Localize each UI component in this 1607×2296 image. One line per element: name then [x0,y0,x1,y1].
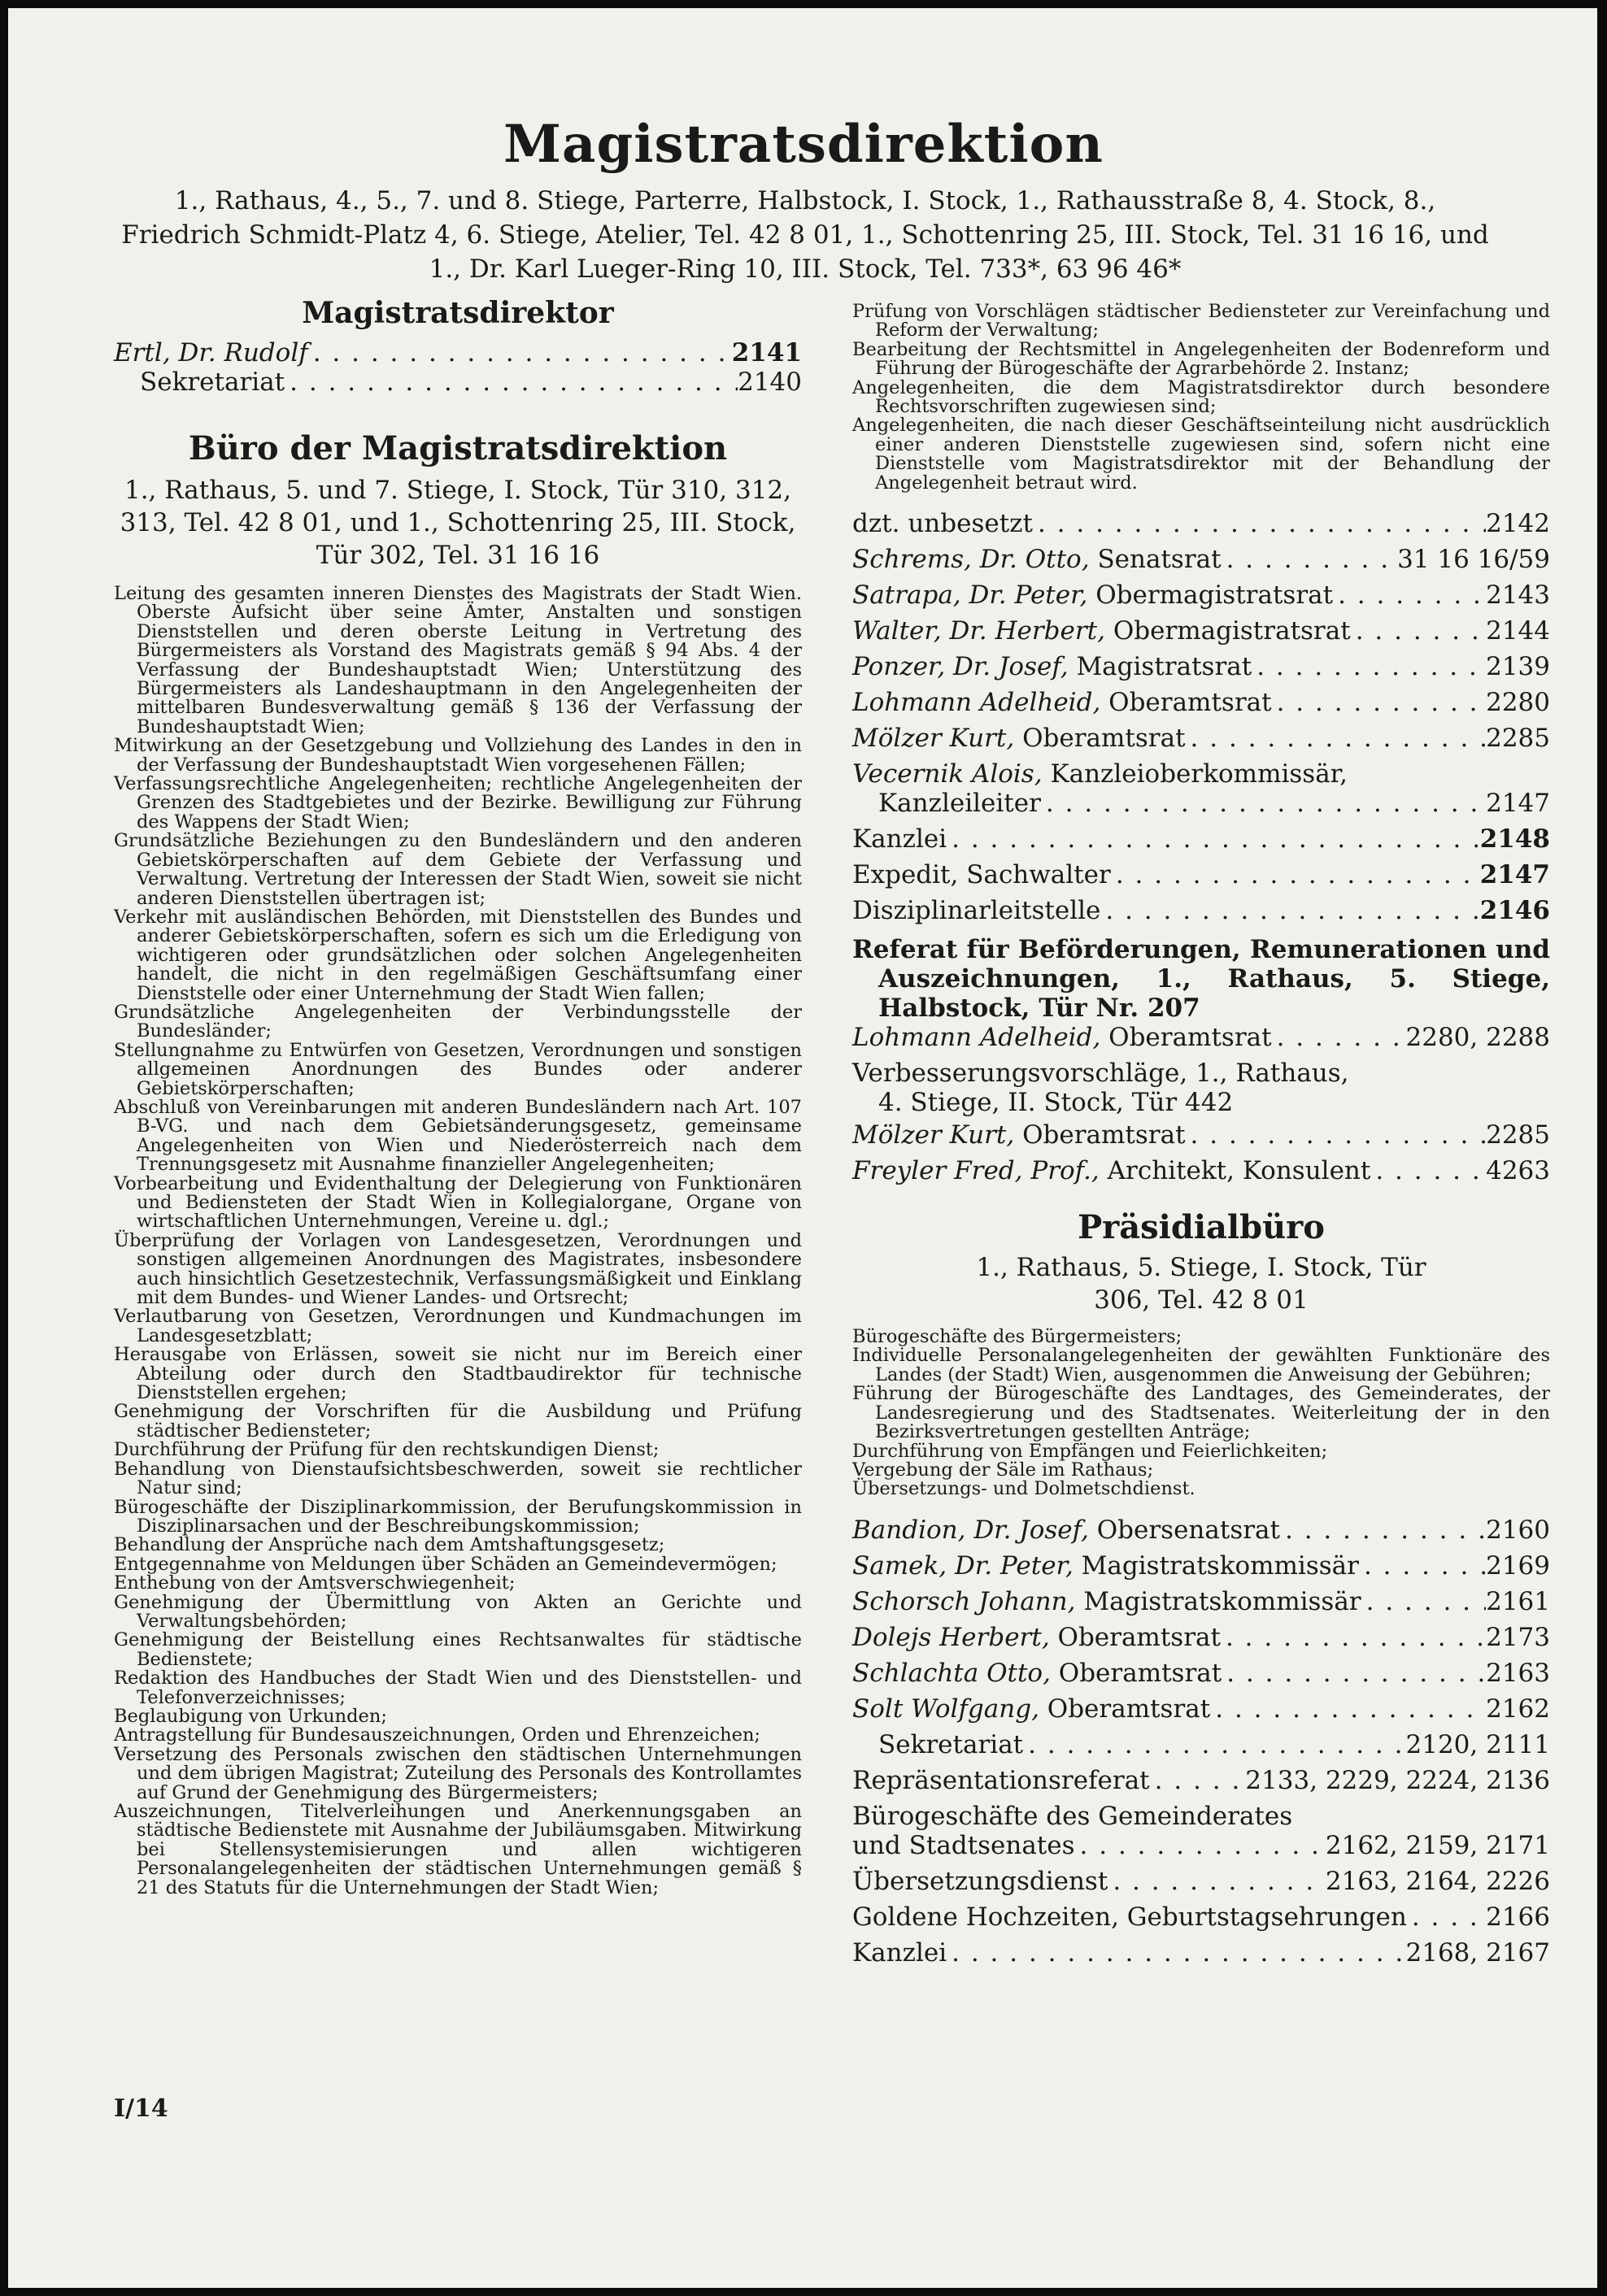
duty-item: Leitung des gesamten inneren Dienstes des Magistrats der Stadt Wien. Oberste Aufsicht über seine Ämter, Anstalten und sonstigen Dienststellen und deren oberste Leitung in Vertretung des Bürgermeisters als Vorstand des Magistrats gemäß § 94 Abs. 4 der Verfassung der Bundeshauptstadt Wien; Unterstützung des Bürgermeisters als Landeshauptmann in den Angelegenheiten der mittelbaren Bundesverwaltung gemäß § 136 der Verfassung der Bundeshauptstadt Wien; [114,583,802,737]
office-name: und Stadtsenates [852,1830,1075,1860]
staff-entry [852,1694,1550,1730]
staff-role: Obersenatsrat [1096,1515,1280,1545]
buerogeschaefte-entry [852,1831,1550,1867]
duty-item: Stellungnahme zu Entwürfen von Gesetzen, Verordnungen und sonstigen allgemeinen Anordnungen des Bundes oder anderer Gebietskörperschaften; [114,1039,802,1099]
office-name: Repräsentationsreferat [852,1765,1150,1795]
office-phone: 2148 [1479,824,1550,854]
magistratsdirektor-heading: Magistratsdirektor [302,296,614,330]
praesidial-heading: Präsidialbüro [1078,1208,1325,1247]
duty-item: Angelegenheiten, die nach dieser Geschäftseinteilung nicht ausdrücklich einer anderen Dienststelle zugewiesen sind, sofern nicht eine Dienststelle vom Magistratsdirektor mit der Behandlung der Angelegenheit betraut wird. [852,415,1550,494]
duty-item: Verlautbarung von Gesetzen, Verordnungen und Kundmachungen im Landesgesetzblatt; [114,1306,802,1346]
staff-phone: 31 16 16/59 [1397,545,1550,575]
referat-staff-entry [852,1023,1550,1059]
duty-item: Durchführung von Empfängen und Feierlichkeiten; [852,1440,1328,1462]
staff-role: Oberamtsrat [1022,1120,1186,1150]
duty-item: Mitwirkung an der Gesetzgebung und Vollziehung des Landes in den in der Verfassung der Bundeshauptstadt Wien vorgesehenen Fällen; [114,735,802,776]
staff-name: Solt Wolfgang, [852,1694,1039,1724]
staff-role: Magistratskommissär [1083,1586,1361,1616]
staff-entry [852,1587,1550,1623]
staff-name: Bandion, Dr. Josef, [852,1515,1089,1545]
duty-item: Angelegenheiten, die dem Magistratsdirektor durch besondere Rechtsvorschriften zugewiesen sind; [852,376,1550,418]
director-phone: 2141 [731,338,802,367]
staff-role: Senatsrat [1097,545,1222,575]
page-number: I/14 [114,2094,168,2123]
repraesentation-entry [852,1766,1550,1802]
staff-role: Obermagistratsrat [1113,616,1351,646]
staff-name: Samek, Dr. Peter, [852,1550,1074,1581]
staff-name: Vecernik Alois, [852,759,1043,789]
office-name: Sekretariat [878,1729,1024,1759]
staff-name: Walter, Dr. Herbert, [852,616,1105,646]
duty-item: Abschluß von Vereinbarungen mit anderen Bundesländern nach Art. 107 B-VG. und nach dem Gebietsänderungsgesetz, gemeinsame Angelegenheiten von Wien und Niederösterreich nach dem Trennungsgesetz mit Ausnahme finanzieller Angelegenheiten; [114,1096,802,1176]
staff-role: Obermagistratsrat [1095,581,1334,611]
duty-item: Bearbeitung der Rechtsmittel in Angelegenheiten der Bodenreform und Führung der Bürogeschäfte der Agrarbehörde 2. Instanz; [852,338,1550,380]
praesidial-sekretariat-entry [852,1730,1550,1766]
duty-item: Übersetzungs- und Dolmetschdienst. [852,1478,1195,1500]
staff-entry [852,616,1550,652]
duty-item: Genehmigung der Vorschriften für die Ausbildung und Prüfung städtischer Bediensteter; [114,1401,802,1442]
duty-item: Genehmigung der Beistellung eines Rechtsanwaltes für städtische Bedienstete; [114,1629,802,1670]
main-address: 1., Rathaus, 4., 5., 7. und 8. Stiege, Parterre, Halbstock, I. Stock, 1., Rathausstraße 8, 4. Stock, 8., Friedrich Schmidt-Platz 4, 6. Stiege, Atelier, Tel. 42 8 01, 1., Schottenring 25, III. Stock, Tel. 31 16 16, und 1., Dr. Karl Lueger-Ring 10, III. Stock, Tel. 733*, 63 96 46* [121,186,1489,284]
staff-role: Architekt, Konsulent [1107,1156,1371,1186]
duty-item: Bürogeschäfte des Bürgermeisters; [852,1326,1182,1348]
office-phone: 2166 [1486,1902,1550,1932]
staff-phone: 2162 [1486,1694,1550,1724]
office-name: Übersetzungsdienst [852,1866,1108,1896]
sekretariat-label: Sekretariat [140,367,285,397]
duty-item: Überprüfung der Vorlagen von Landesgesetzen, Verordnungen und sonstigen allgemeinen Anordnungen des Magistrates, insbesondere auch hinsichtlich Gesetzestechnik, Verfassungsmäßigkeit und Einklang mit dem Bundes- und Wiener Landes- und Ortsrecht; [114,1229,802,1309]
office-name: Kanzlei [852,824,947,854]
staff-phone: 2169 [1486,1550,1550,1581]
office-entry [852,860,1550,896]
verbesserung-line1: Verbesserungsvorschläge, 1., Rathaus, [852,1059,1349,1089]
staff-role: Oberamtsrat [1058,1658,1222,1688]
staff-entry [852,1659,1550,1694]
staff-name: Freyler Fred, Prof., [852,1156,1100,1186]
staff-name: dzt. unbesetzt [852,509,1033,539]
buero-address: 1., Rathaus, 5. und 7. Stiege, I. Stock, Tür 310, 312, 313, Tel. 42 8 01, und 1., Schottenring 25, III. Stock, Tür 302, Tel. 31 16 16 [120,476,796,570]
staff-phone: 2285 [1486,724,1550,754]
verbesserung-line2: 4. Stiege, II. Stock, Tür 442 [878,1088,1234,1118]
duty-item: Führung der Bürogeschäfte des Landtages, des Gemeinderates, der Landesregierung und des Stadtsenates. Weiterleitung der in den Bezirksvertretungen gestellten Anträge; [852,1383,1550,1443]
staff-role: Oberamtsrat [1022,724,1186,754]
duty-item: Redaktion des Handbuches der Stadt Wien und des Dienststellen- und Telefonverzeichnisses; [114,1668,802,1708]
staff-entry [852,688,1550,724]
duty-item: Entgegennahme von Meldungen über Schäden an Gemeindevermögen; [114,1553,777,1575]
staff-entry [852,1551,1550,1587]
staff-name: Satrapa, Dr. Peter, [852,581,1088,611]
duty-item: Bürogeschäfte der Disziplinarkommission, der Berufungskommission in Disziplinarsachen und der Beschreibungskommission; [114,1496,802,1537]
staff-entry [852,581,1550,616]
duty-item: Behandlung der Ansprüche nach dem Amtshaftungsgesetz; [114,1534,665,1556]
staff-role: Magistratsrat [1076,652,1252,682]
buero-heading: Büro der Magistratsdirektion [188,429,728,467]
office-phone: 2168, 2167 [1405,1937,1550,1968]
staff-role: Kanzleileiter [878,789,1041,819]
staff-name: Mölzer Kurt, [852,1120,1015,1150]
staff-phone: 2147 [1486,789,1550,819]
office-phone: 2163, 2164, 2226 [1325,1866,1550,1896]
staff-phone: 2161 [1486,1586,1550,1616]
duty-item: Antragstellung für Bundesauszeichnungen, Orden und Ehrenzeichen; [114,1724,761,1746]
staff-name: Lohmann Adelheid, [852,688,1101,718]
duty-item: Enthebung von der Amtsverschwiegenheit; [114,1572,516,1594]
office-entry [852,896,1550,932]
duty-item: Grundsätzliche Beziehungen zu den Bundesländern und den anderen Gebietskörperschaften auf dem Gebiete der Verfassung und Verwaltung. Vertretung der Interessen der Stadt Wien, soweit sie nicht anderen Dienststellen übertragen ist; [114,830,802,909]
verbesserung-staff-entry [852,1120,1550,1156]
staff-name: Schrems, Dr. Otto, [852,545,1090,575]
buero-duties [114,585,802,1898]
referat-heading: Referat für Beförderungen, Remunerationen und Auszeichnungen, 1., Rathaus, 5. Stiege, Halbstock, Tür Nr. 207 [852,935,1550,1024]
office-phone: 2162, 2159, 2171 [1325,1830,1550,1860]
duty-item: Durchführung der Prüfung für den rechtskundigen Dienst; [114,1439,660,1461]
office-phone: 2146 [1479,896,1550,926]
staff-phone: 2143 [1486,581,1550,611]
office-name: Expedit, Sachwalter [852,860,1111,890]
buero-staff-list [852,509,1550,1192]
staff-role: Oberamtsrat [1108,1023,1272,1053]
duty-item: Auszeichnungen, Titelverleihungen und Anerkennungsgaben an städtische Bedienstete mit Ausnahme der Jubiläumsgaben. Mitwirkung bei Stellensystemisierungen und allen wichtigeren Personalangelegenheiten der städtischen Unternehmungen gemäß § 21 des Statuts für die Unternehmungen der Stadt Wien; [114,1801,802,1898]
staff-phone: 2280 [1486,688,1550,718]
goldene-entry [852,1902,1550,1938]
buero-duties-continued [852,302,1550,493]
praesidial-staff-list [852,1515,1550,1974]
duty-item: Verfassungsrechtliche Angelegenheiten; rechtliche Angelegenheiten der Grenzen des Stadtgebietes und der Bezirke. Bewilligung zur Führung des Wappens der Stadt Wien; [114,773,802,833]
staff-role: Magistratskommissär [1081,1550,1359,1581]
staff-name: Lohmann Adelheid, [852,1023,1101,1053]
office-entry [852,824,1550,860]
staff-role: Oberamtsrat [1057,1622,1221,1652]
staff-role: Kanzleioberkommissär, [1050,759,1348,789]
staff-name: Dolejs Herbert, [852,1622,1050,1652]
verbesserung-heading [852,1059,1550,1117]
left-column [114,296,802,1898]
office-name: Disziplinarleitstelle [852,896,1101,926]
duty-item: Verkehr mit ausländischen Behörden, mit Dienststellen des Bundes und anderer Gebietskörperschaften, sofern es sich um die Erledigung von wichtigeren oder grundsätzlichen oder solchen Angelegenheiten handelt, die nicht in den regelmäßigen Geschäftsumfang einer Dienststelle oder einer Unternehmung der Stadt Wien fallen; [114,906,802,1004]
staff-name: Mölzer Kurt, [852,724,1015,754]
kanzleileiter-entry [852,759,1550,789]
staff-entry [852,509,1550,545]
office-name: Kanzlei [852,1937,947,1968]
staff-name: Ponzer, Dr. Josef, [852,652,1069,682]
duty-item: Individuelle Personalangelegenheiten der gewählten Funktionäre des Landes (der Stadt) Wien, ausgenommen die Anweisung der Gebühren; [852,1345,1550,1385]
office-name: Goldene Hochzeiten, Geburtstagsehrungen [852,1902,1407,1932]
kanzlei-entry [852,1938,1550,1974]
office-phone: 2147 [1479,860,1550,890]
uebersetzung-entry [852,1867,1550,1902]
staff-entry [852,652,1550,688]
duty-item: Vergebung der Säle im Rathaus; [852,1459,1154,1481]
staff-phone: 2163 [1486,1658,1550,1688]
staff-name: Schorsch Johann, [852,1586,1076,1616]
director-name: Ertl, Dr. Rudolf [114,338,308,367]
office-phone: 2133, 2229, 2224, 2136 [1245,1765,1550,1795]
duty-item: Prüfung von Vorschlägen städtischer Bediensteter zur Vereinfachung und Reform der Verwaltung; [852,301,1550,341]
kanzleileiter-entry-line2 [852,789,1550,824]
staff-entry [852,1515,1550,1551]
sekretariat-entry [114,367,802,403]
staff-role: Oberamtsrat [1047,1694,1211,1724]
staff-phone: 2173 [1486,1622,1550,1652]
sekretariat-phone: 2140 [738,367,802,397]
duty-item: Herausgabe von Erlässen, soweit sie nicht nur im Bereich einer Abteilung oder durch den Stadtbaudirektor für technische Dienststellen ergehen; [114,1344,802,1404]
staff-entry [852,724,1550,759]
staff-entry [852,545,1550,581]
duty-item: Vorbearbeitung und Evidenthaltung der Delegierung von Funktionären und Bediensteten der Stadt Wien in Kollegialorgane, Organe von wirtschaftlichen Unternehmungen, Vereine u. dgl.; [114,1172,802,1233]
staff-phone: 2142 [1486,509,1550,539]
duty-item: Versetzung des Personals zwischen den städtischen Unternehmungen und dem übrigen Magistrat; Zuteilung des Personals des Kontrollamtes auf Grund der Genehmigung des Bürgermeisters; [114,1743,802,1803]
staff-phone: 2139 [1486,652,1550,682]
verbesserung-staff-entry [852,1156,1550,1192]
duty-item: Grundsätzliche Angelegenheiten der Verbindungsstelle der Bundesländer; [114,1001,802,1042]
staff-phone: 2285 [1486,1120,1550,1150]
staff-name: Schlachta Otto, [852,1658,1051,1688]
buerogeschaefte-line1: Bürogeschäfte des Gemeinderates [852,1801,1293,1831]
staff-phone: 4263 [1486,1156,1550,1186]
staff-role: Oberamtsrat [1108,688,1272,718]
right-column [852,302,1550,1974]
staff-phone: 2160 [1486,1515,1550,1545]
duty-item: Behandlung von Dienstaufsichtsbeschwerden, soweit sie rechtlicher Natur sind; [114,1458,802,1499]
praesidial-address: 1., Rathaus, 5. Stiege, I. Stock, Tür 306, Tel. 42 8 01 [976,1253,1426,1315]
duty-item: Genehmigung der Übermittlung von Akten an Gerichte und Verwaltungsbehörden; [114,1591,802,1632]
praesidial-duties [852,1328,1550,1499]
staff-phone: 2144 [1486,616,1550,646]
office-phone: 2120, 2111 [1405,1729,1550,1759]
staff-phone: 2280, 2288 [1405,1023,1550,1053]
page-title: Magistratsdirektion [503,114,1104,175]
duty-item: Beglaubigung von Urkunden; [114,1705,387,1727]
staff-entry [852,1623,1550,1659]
